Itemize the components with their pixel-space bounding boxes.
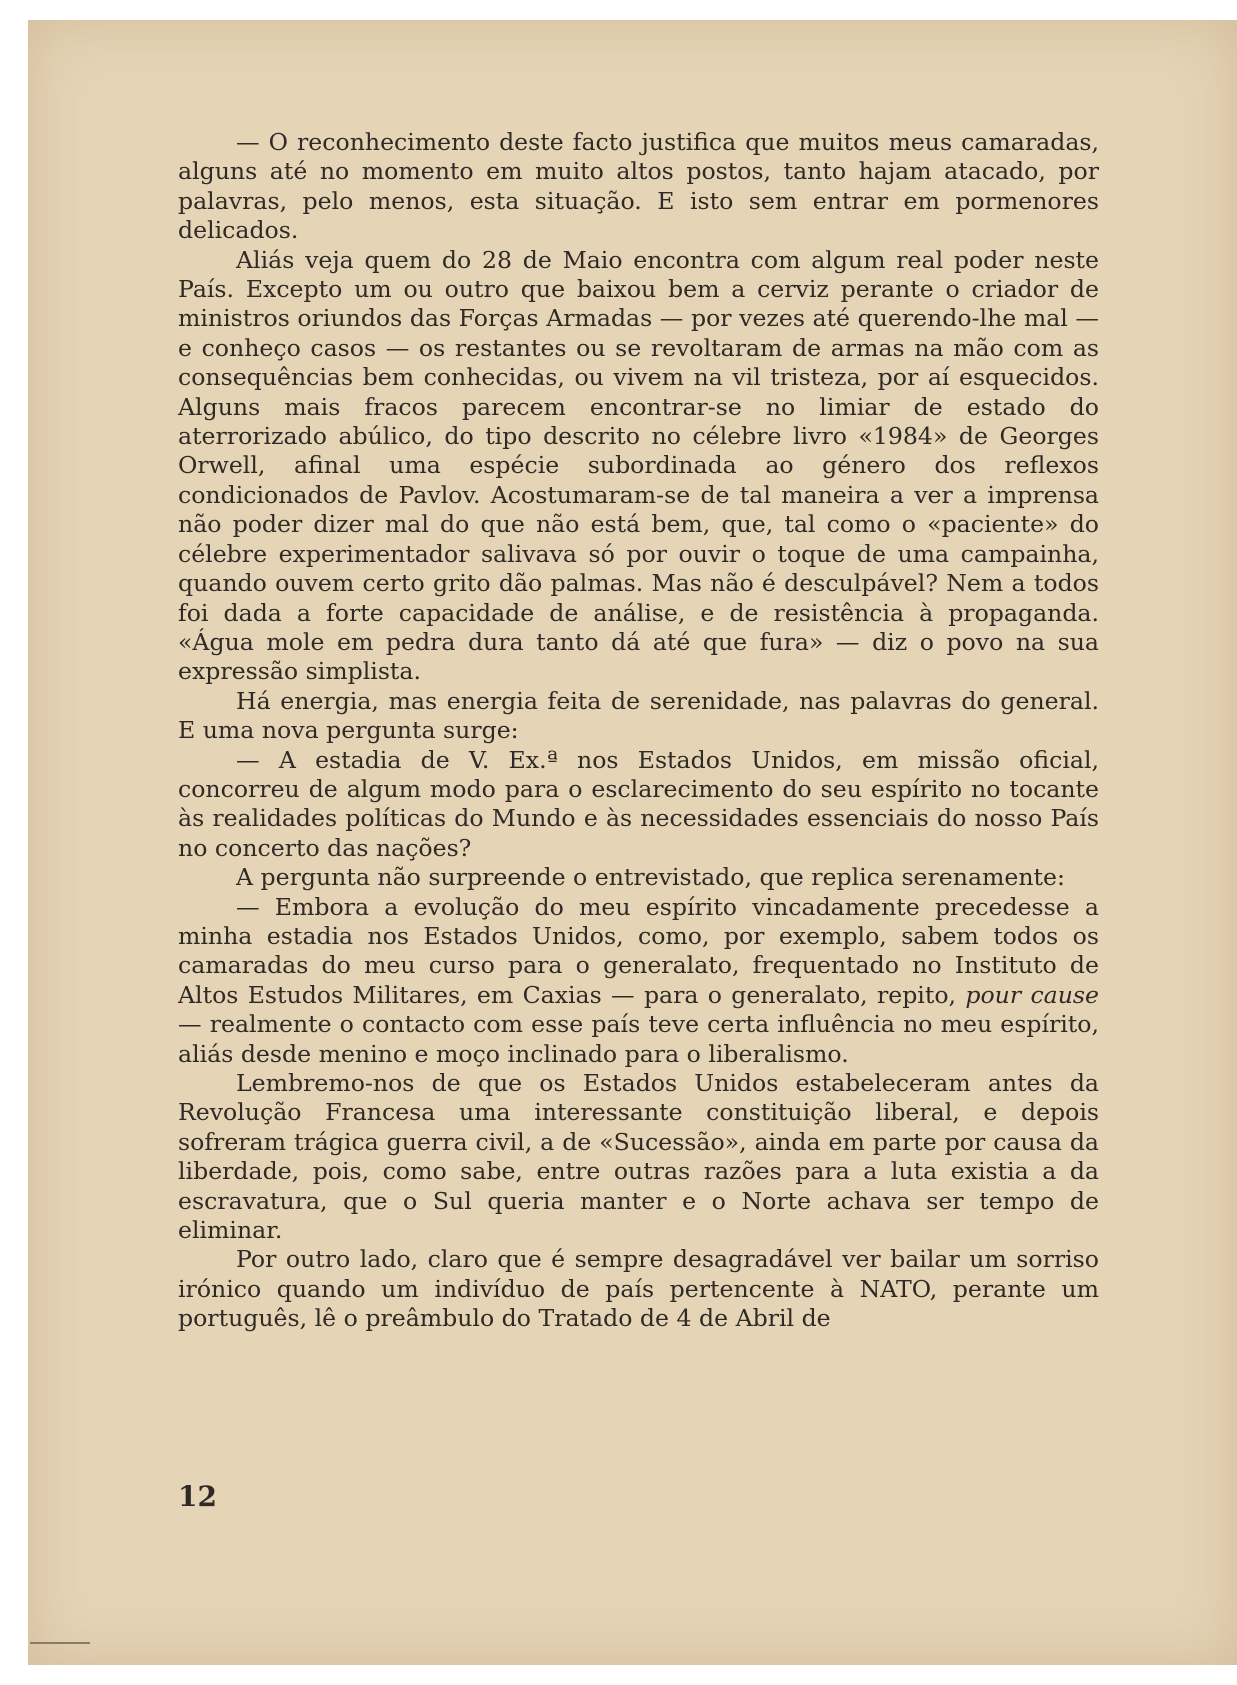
body-text xyxy=(178,128,1099,1334)
page-number: 12 xyxy=(178,1480,217,1513)
paragraph-3: Há energia, mas energia feita de serenidade, nas palavras do general. E uma nova pergunta surge: xyxy=(178,686,1099,745)
paragraph-4: — A estadia de V. Ex.ª nos Estados Unidos, em missão oficial, concorreu de algum modo para o esclarecimento do seu espírito no tocante às realidades políticas do Mundo e às necessidades essenciais do nosso País no concerto das nações? xyxy=(178,745,1099,862)
paragraph-2: Aliás veja quem do 28 de Maio encontra com algum real poder neste País. Excepto um ou outro que baixou bem a cerviz perante o criador de ministros oriundos das Forças Armadas — por vezes até querendo-lhe mal — e conheço casos — os restantes ou se revoltaram de armas na mão com as consequências bem conhecidas, ou vivem na vil tristeza, por aí esquecidos. Alguns mais fracos parecem encontrar-se no limiar de estado do aterrorizado abúlico, do tipo descrito no célebre livro «1984» de Georges Orwell, afinal uma espécie subordinada ao género dos reflexos condicionados de Pavlov. Acostumaram-se de tal maneira a ver a imprensa não poder dizer mal do que não está bem, que, tal como o «paciente» do célebre experimentador salivava só por ouvir o toque de uma campainha, quando ouvem certo grito dão palmas. Mas não é desculpável? Nem a todos foi dada a forte capacidade de análise, e de resistência à propaganda. «Água mole em pedra dura tanto dá até que fura» — diz o povo na sua expressão simplista. xyxy=(178,245,1099,686)
scan-edge-mark xyxy=(30,1642,90,1644)
paragraph-5: A pergunta não surpreende o entrevistado, que replica serenamente: xyxy=(236,863,1065,892)
quote-text-end: — realmente o contacto com esse país teve certa influência no meu espírito, aliás desde menino e moço inclinado para o liberalismo. xyxy=(178,1010,1099,1068)
italic-phrase: pour cause xyxy=(965,980,1099,1009)
paragraph-1: — O reconhecimento deste facto justifica que muitos meus camaradas, alguns até no momento em muito altos postos, tanto hajam atacado, por palavras, pelo menos, esta situação. E isto sem entrar em pormenores delicados. xyxy=(178,128,1099,245)
quote-text-start: — Embora a evolução do meu espírito vincadamente precedesse a minha estadia nos Estados Unidos, como, por exemplo, sabem todos os camaradas do meu curso para o generalato, frequentado no Instituto de Altos Estudos Militares, em Caxias — para o generalato, repito, xyxy=(178,892,1099,1009)
paragraph-6 xyxy=(178,893,1099,1069)
paragraph-8: Por outro lado, claro que é sempre desagradável ver bailar um sorriso irónico quando um indivíduo de país pertencente à NATO, perante um português, lê o preâmbulo do Tratado de 4 de Abril de xyxy=(178,1245,1099,1333)
paragraph-7: Lembremo-nos de que os Estados Unidos estabeleceram antes da Revolução Francesa uma interessante constituição liberal, e depois sofreram trágica guerra civil, a de «Sucessão», ainda em parte por causa da liberdade, pois, como sabe, entre outras razões para a luta existia a da escravatura, que o Sul queria manter e o Norte achava ser tempo de eliminar. xyxy=(178,1069,1099,1245)
